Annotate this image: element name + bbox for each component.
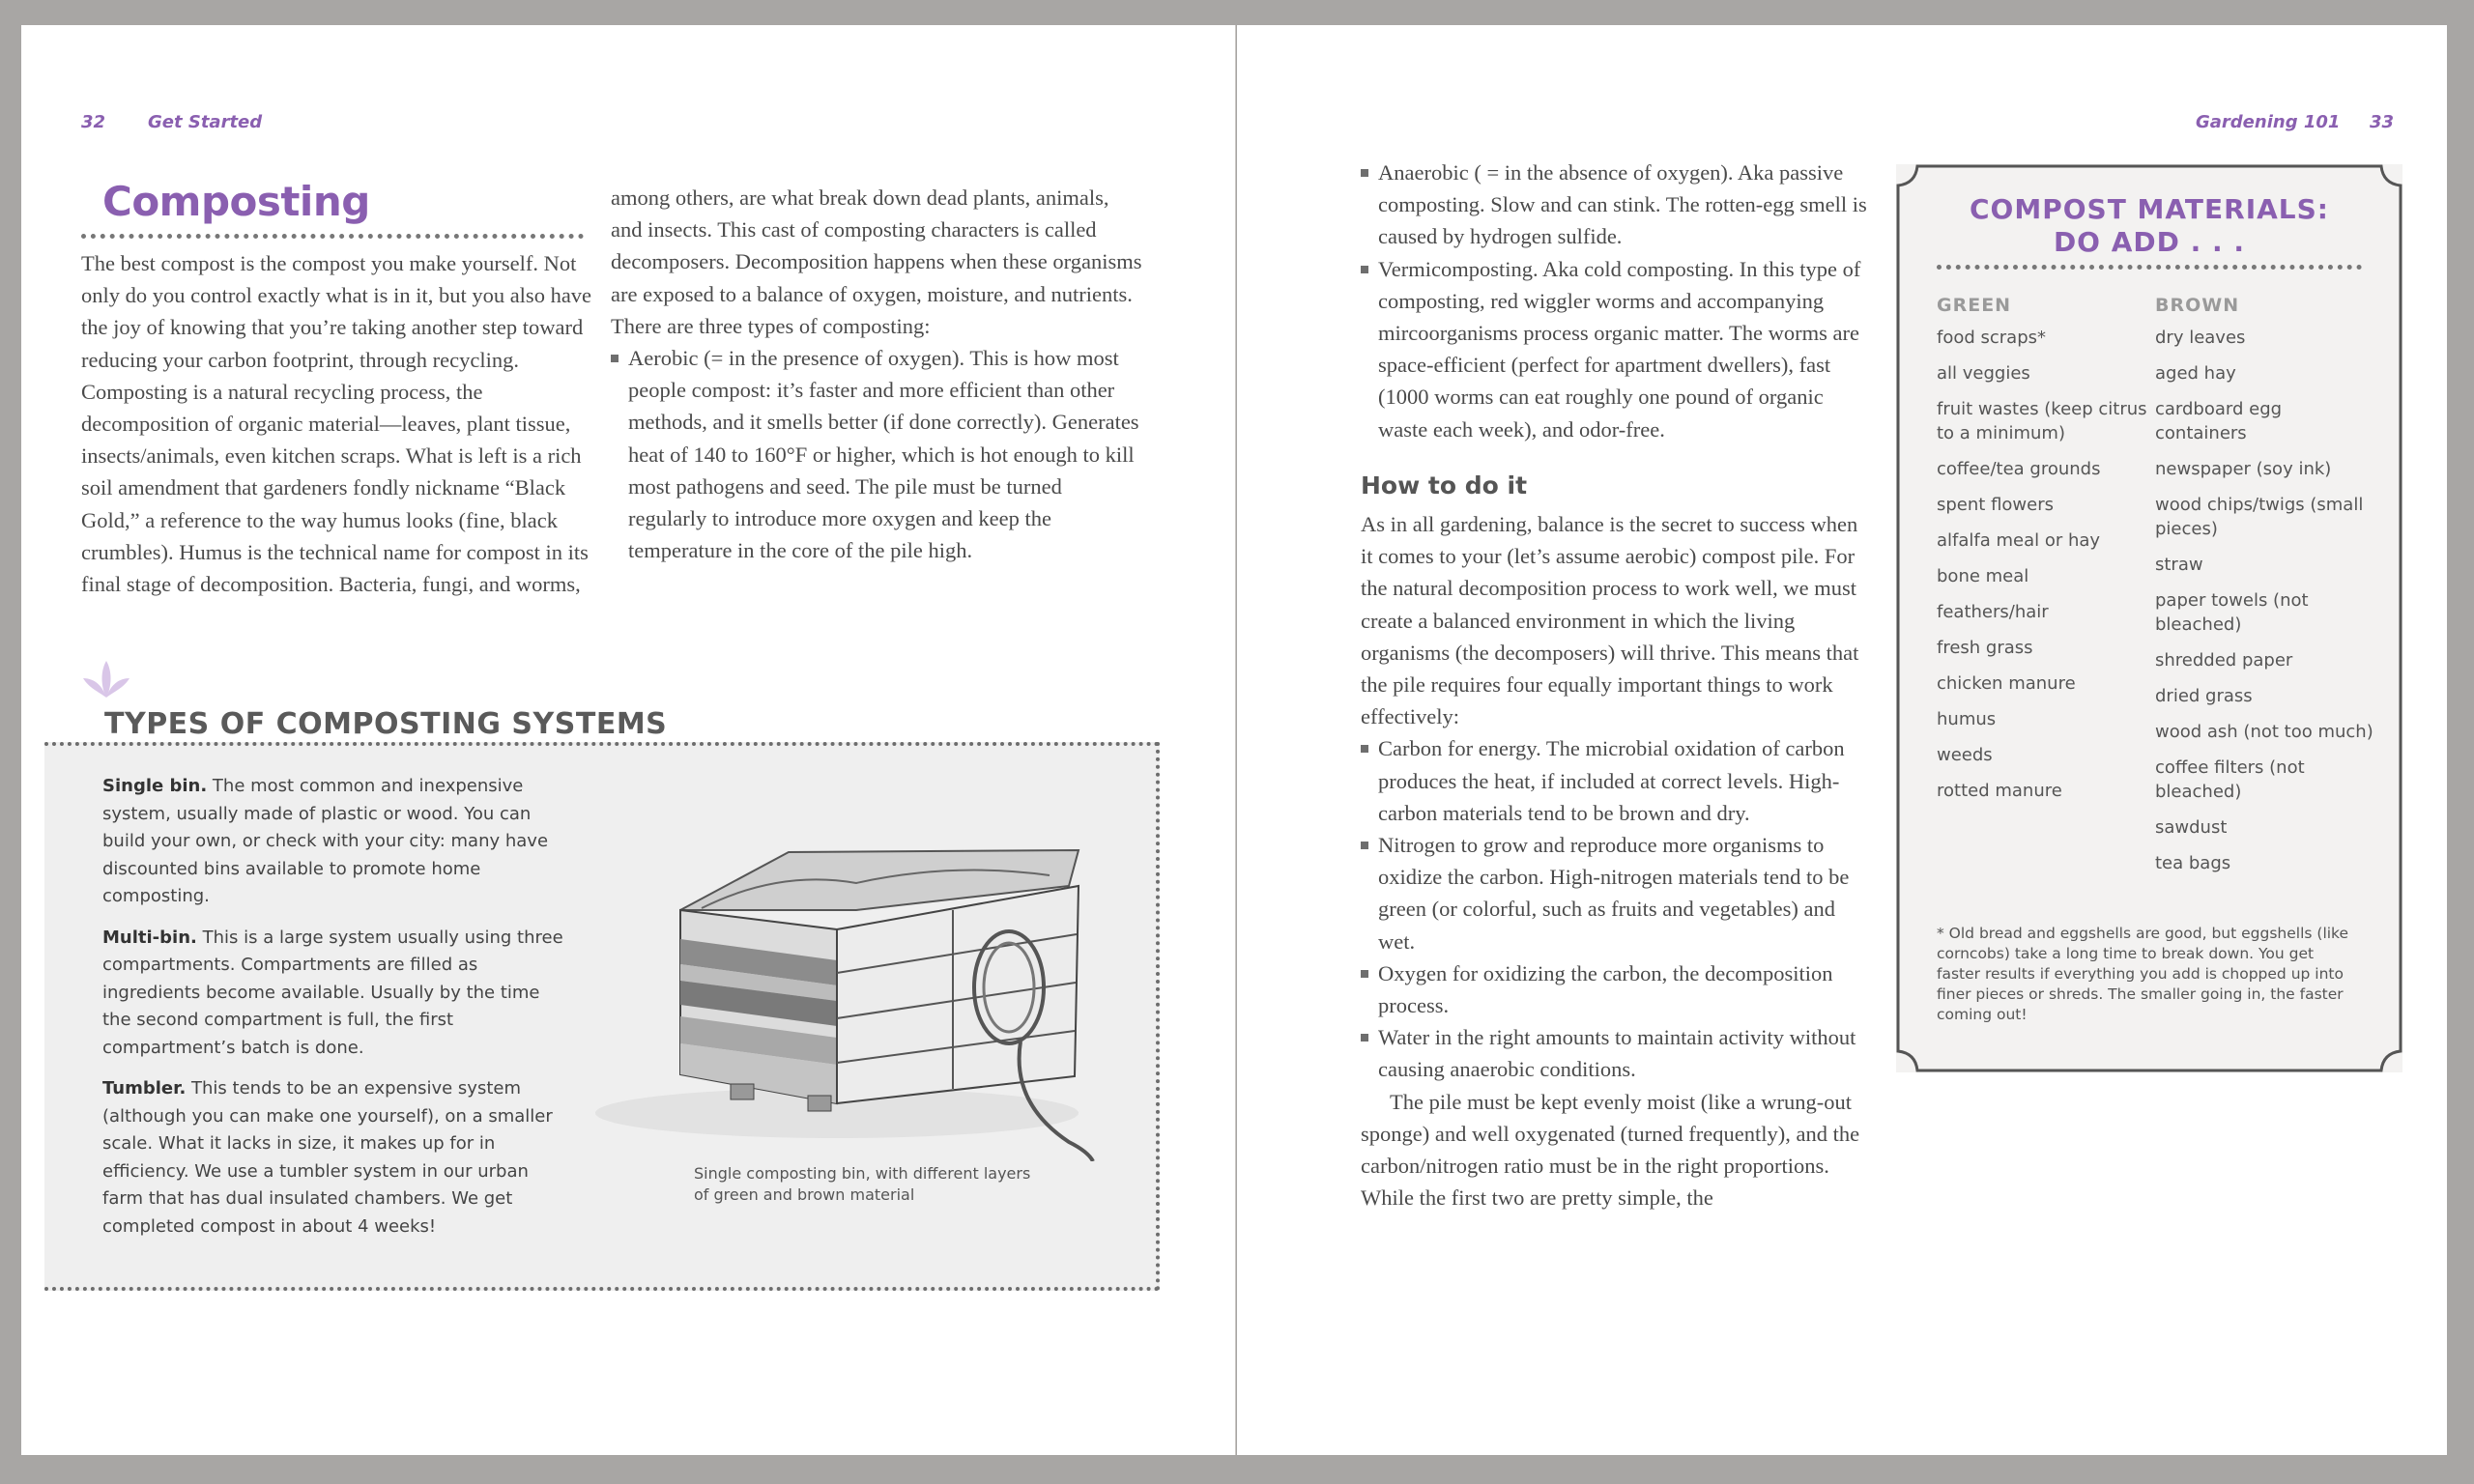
right-page-number: 33 xyxy=(2370,112,2395,132)
section-title: Composting xyxy=(102,178,370,225)
brown-column xyxy=(2155,294,2377,887)
second-column xyxy=(611,182,1144,566)
green-item: weeds xyxy=(1937,745,1993,765)
left-page-number: 32 xyxy=(81,112,106,132)
compost-bin-illustration xyxy=(566,794,1108,1161)
vermicomposting-bullet: Vermicomposting. Aka cold composting. In this type of composting, red wiggler worms and accompanying mircoorganisms process organic matter. The worms are space-efficient (perfect for apartment dwellers), fast (1000 worms can eat roughly one pound of organic waste each week), and odor-free. xyxy=(1361,253,1873,445)
green-item: coffee/tea grounds xyxy=(1937,459,2101,479)
brown-header: BROWN xyxy=(2155,295,2240,316)
right-running-head: Gardening 101 xyxy=(2196,112,2341,132)
illustration-caption: Single composting bin, with different layers of green and brown material xyxy=(694,1164,1031,1204)
system-single-bin xyxy=(102,773,566,911)
brown-item: newspaper (soy ink) xyxy=(2155,459,2332,479)
system-multi-bin xyxy=(102,925,566,1063)
green-item: chicken manure xyxy=(1937,673,2076,694)
carbon-bullet: Carbon for energy. The microbial oxidation of carbon produces the heat, if included at correct levels. High-carbon materials tend to be brown and dry. xyxy=(1361,732,1873,829)
green-item: rotted manure xyxy=(1937,781,2062,801)
intro-paragraph: The best compost is the compost you make yourself. Not only do you control exactly what is in it, but you also have the joy of knowing that you’re taking another step toward reducing your carbon footprint, through recycling. Composting is a natural recycling process, the decomposition of organic material—leaves, plant tissue, insects/animals, even kitchen scraps. What is left is a rich soil amendment that gardeners fondly nickname “Black Gold,” a reference to the way humus looks (fine, black crumbles). Humus is the technical name for compost in its final stage of decomposition. Bacteria, fungi, and worms, xyxy=(81,251,592,597)
brown-item: wood ash (not too much) xyxy=(2155,722,2373,742)
left-running-head: Get Started xyxy=(148,112,263,132)
brown-item: straw xyxy=(2155,555,2203,575)
aerobic-bullet: Aerobic (= in the presence of oxygen). This is how most people compost: it’s faster and more efficient than other methods, and it smells better (if done correctly). Generates heat of 140 to 160°F or higher, which is hot enough to kill most pathogens and seed. The pile must be turned regularly to introduce more oxygen and keep the temperature in the core of the pile high. xyxy=(611,342,1144,566)
compost-materials-sidebar xyxy=(1896,164,2402,1072)
green-item: food scraps* xyxy=(1937,328,2047,348)
system-name: Tumbler. xyxy=(102,1078,187,1099)
green-header: GREEN xyxy=(1937,295,2012,316)
oxygen-bullet: Oxygen for oxidizing the carbon, the decomposition process. xyxy=(1361,957,1873,1021)
green-item: bone meal xyxy=(1937,566,2029,586)
brown-item: dry leaves xyxy=(2155,328,2246,348)
sidebar-dotted-rule xyxy=(1937,265,2362,270)
water-bullet: Water in the right amounts to maintain activity without causing anaerobic conditions. xyxy=(1361,1021,1873,1085)
how-to-heading: How to do it xyxy=(1361,471,1528,499)
lotus-ornament-icon xyxy=(81,659,131,699)
sidebar-title xyxy=(1896,193,2402,259)
system-name: Multi-bin. xyxy=(102,927,197,948)
requirements-list xyxy=(1361,732,1873,1085)
composting-systems-box xyxy=(44,742,1160,1291)
types-heading: TYPES OF COMPOSTING SYSTEMS xyxy=(104,707,668,741)
sidebar-title-line1: COMPOST MATERIALS: xyxy=(1970,193,2329,225)
green-item: alfalfa meal or hay xyxy=(1937,530,2101,551)
system-description: This tends to be an expensive system (although you can make one yourself), on a smaller scale. What it lacks in size, it makes up for in efficiency. We use a tumbler system in our urban farm that has dual insulated chambers. We get completed compost in about 4 weeks! xyxy=(102,1078,553,1237)
brown-item: wood chips/twigs (small pieces) xyxy=(2155,495,2364,539)
nitrogen-bullet: Nitrogen to grow and reproduce more organisms to oxidize the carbon. High-nitrogen materials tend to be green (or colorful, such as fruits and vegetables) and wet. xyxy=(1361,829,1873,957)
intro-column xyxy=(81,247,611,600)
right-top-column xyxy=(1361,157,1873,445)
composting-types-list xyxy=(611,342,1144,566)
green-item: feathers/hair xyxy=(1937,602,2049,622)
how-to-paragraph: As in all gardening, balance is the secret to success when it comes to your (let’s assume aerobic) compost pile. For the natural decomposition process to work well, we must create a balanced environment in which the living organisms (the decomposers) will thrive. This means that the pile requires four equally important things to work effectively: xyxy=(1361,512,1859,729)
how-to-column xyxy=(1361,508,1873,1213)
brown-item: sawdust xyxy=(2155,817,2228,838)
green-item: fruit wastes (keep citrus to a minimum) xyxy=(1937,399,2147,443)
brown-item: dried grass xyxy=(2155,686,2253,706)
left-page xyxy=(21,25,1236,1455)
system-tumbler xyxy=(102,1075,566,1241)
green-column xyxy=(1937,294,2149,814)
brown-item: coffee filters (not bleached) xyxy=(2155,757,2305,802)
system-description: This is a large system usually using three compartments. Compartments are filled as ingredients become available. Usually by the time the second compartment is full, the first compartment’s batch is done. xyxy=(102,927,563,1058)
closing-paragraph: The pile must be kept evenly moist (like a wrung-out sponge) and well oxygenated (turned frequently), and the carbon/nitrogen ratio must be in the right proportions. While the first two are pretty simple, the xyxy=(1361,1089,1860,1211)
brown-item: tea bags xyxy=(2155,853,2231,873)
brown-item: cardboard egg containers xyxy=(2155,399,2283,443)
green-item: fresh grass xyxy=(1937,638,2033,658)
green-item: humus xyxy=(1937,709,1997,729)
green-item: all veggies xyxy=(1937,363,2030,384)
composting-types-list-continued xyxy=(1361,157,1873,445)
continued-paragraph: among others, are what break down dead plants, animals, and insects. This cast of composting characters is called decomposers. Decomposition happens when these organisms are exposed to a balance of oxygen, moisture, and nutrients. There are three types of composting: xyxy=(611,186,1142,338)
green-item: spent flowers xyxy=(1937,495,2054,515)
system-description: The most common and inexpensive system, usually made of plastic or wood. You can build your own, or check with your city: many have discounted bins available to promote home composting. xyxy=(102,776,549,906)
sidebar-footnote: * Old bread and eggshells are good, but eggshells (like corncobs) take a long time to break down. You get faster results if everything you add is chopped up into finer pieces or shreds. The smaller going in, the faster coming out! xyxy=(1937,925,2349,1023)
sidebar-title-line2: DO ADD . . . xyxy=(2053,226,2246,258)
anaerobic-bullet: Anaerobic ( = in the absence of oxygen). Aka passive composting. Slow and can stink. The rotten-egg smell is caused by hydrogen sulfide. xyxy=(1361,157,1873,253)
title-dotted-rule xyxy=(81,234,584,239)
brown-item: paper towels (not bleached) xyxy=(2155,590,2309,635)
system-name: Single bin. xyxy=(102,776,208,796)
systems-text xyxy=(102,773,566,1254)
brown-item: shredded paper xyxy=(2155,650,2293,671)
brown-item: aged hay xyxy=(2155,363,2236,384)
